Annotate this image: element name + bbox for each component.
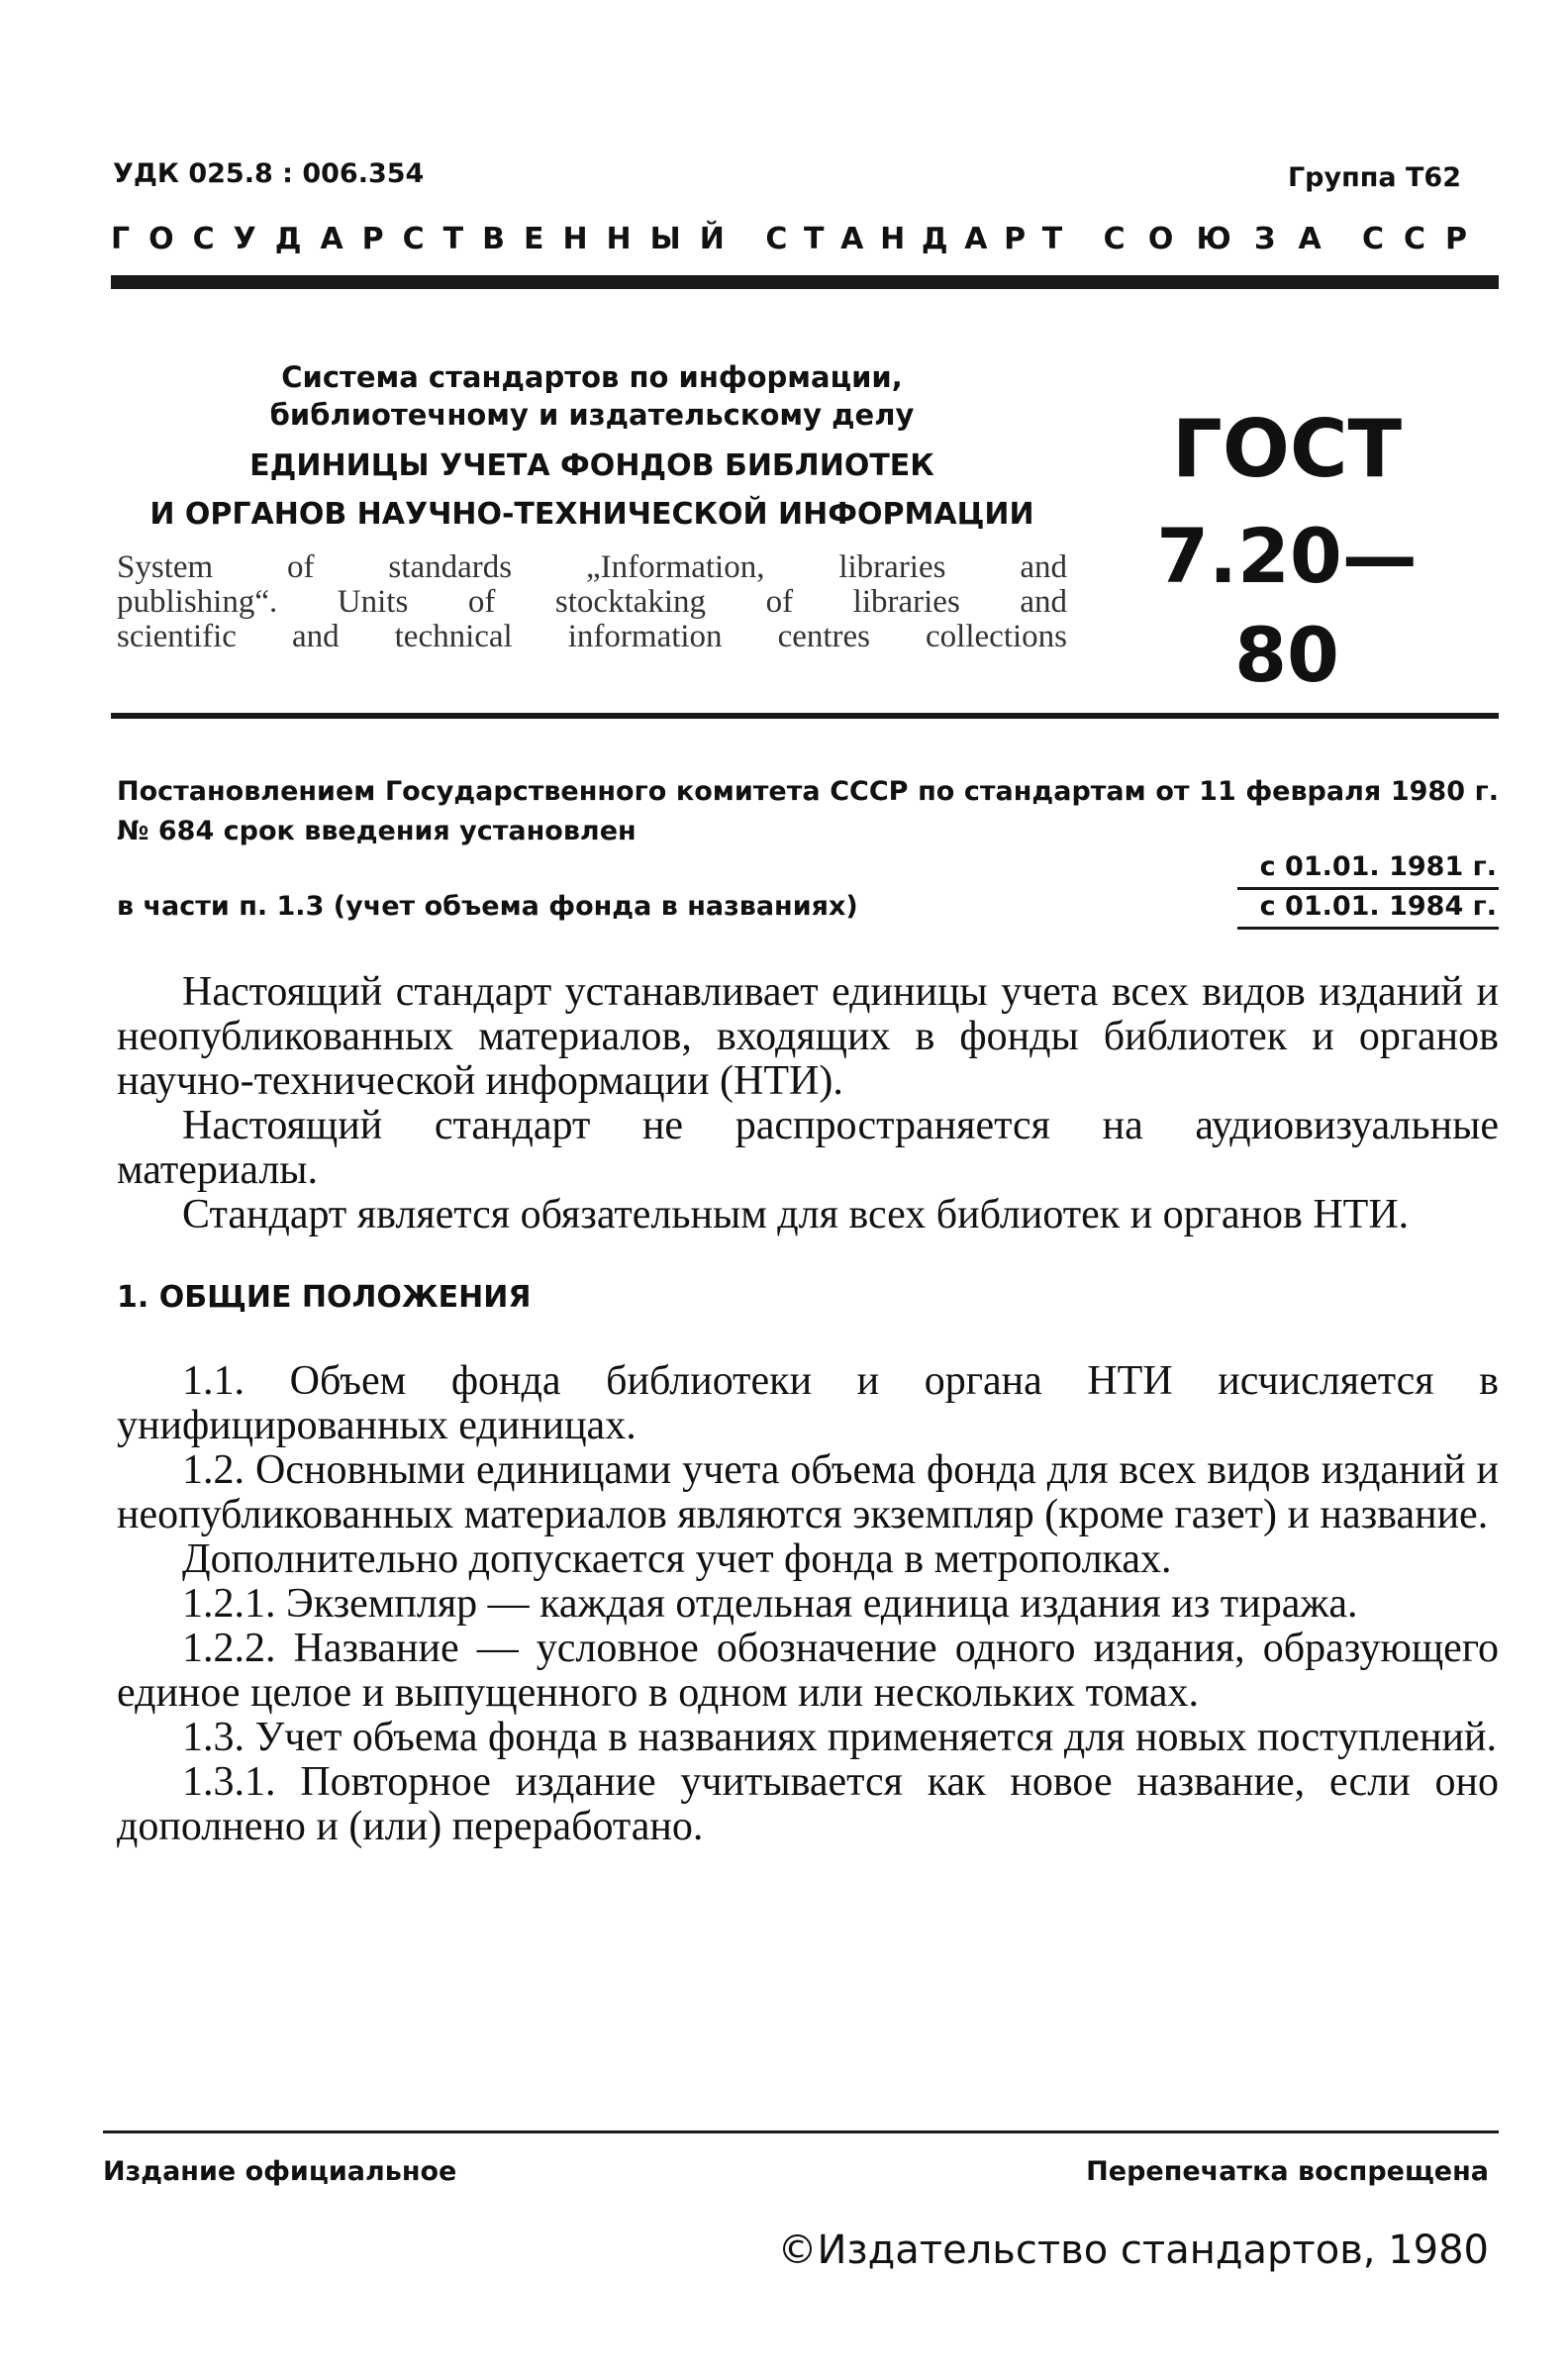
copyright: ©Издательство стандартов, 1980 <box>777 2227 1489 2273</box>
body-text <box>117 970 1499 1849</box>
clause-1-2: 1.2. Основными единицами учета объема фонда для всех видов изданий и неопубликованных материалов являются экземпляр (кроме газет) и название. <box>117 1447 1499 1537</box>
gost-number: 7.20—80 <box>1156 512 1418 699</box>
footer-rule <box>103 2130 1499 2133</box>
state-standard-heading <box>111 222 1467 256</box>
effective-date-2: с 01.01. 1984 г. <box>1259 891 1497 922</box>
clause-1-3: 1.3. Учет объема фонда в названиях применяется для новых поступлений. <box>182 1715 1497 1760</box>
state-word-1: Г О С У Д А Р С Т В Е Н Н Ы Й <box>111 222 725 256</box>
clause-1-2-extra: Дополнительно допускается учет фонда в метрополках. <box>182 1536 1172 1582</box>
state-word-3: С О Ю З А <box>1103 222 1322 256</box>
effective-date-1: с 01.01. 1981 г. <box>1259 851 1497 882</box>
english-line-3: scientific and technical information centres collections <box>117 619 1067 654</box>
date-1-underline <box>1237 887 1499 890</box>
clause-1-3-1: 1.3.1. Повторное издание учитывается как новое название, если оно дополнено и (или) переработано. <box>117 1759 1499 1849</box>
title-line-1: ЕДИНИЦЫ УЧЕТА ФОНДОВ БИБЛИОТЕК <box>249 448 934 483</box>
resolution-text: Постановлением Государственного комитета СССР по стандартам от 11 февраля 1980 г. № 684 срок введения установлен <box>117 776 1499 846</box>
udk-code: УДК 025.8 : 006.354 <box>113 158 425 189</box>
clause-1-1: 1.1. Объем фонда библиотеки и органа НТИ исчисляется в унифицированных единицах. <box>117 1358 1499 1448</box>
english-title <box>117 550 1067 654</box>
state-word-4: С С Р <box>1361 222 1467 256</box>
series-line-1: Система стандартов по информации, <box>281 360 903 394</box>
date-2-underline <box>1237 927 1499 930</box>
english-line-2: publishing“. Units of stocktaking of libraries and <box>117 584 1067 620</box>
paragraph-exclusion: Настоящий стандарт не распространяется на аудиовизуальные материалы. <box>117 1103 1499 1193</box>
section-title: 1. ОБЩИЕ ПОЛОЖЕНИЯ <box>117 1280 532 1315</box>
clause-1-2-2: 1.2.2. Название — условное обозначение одного издания, образующего единое целое и выпущенного в одном или нескольких томах. <box>117 1626 1499 1716</box>
gost-label: ГОСТ <box>1171 403 1403 495</box>
part-label: в части п. 1.3 (учет объема фонда в названиях) <box>117 891 858 922</box>
group-code: Группа Т62 <box>1287 162 1461 193</box>
state-word-2: С Т А Н Д А Р Т <box>765 222 1063 256</box>
header-rule <box>111 275 1499 289</box>
reprint-prohibited: Перепечатка воспрещена <box>1086 2156 1489 2187</box>
series-line-2: библиотечному и издательскому делу <box>269 398 915 432</box>
official-edition: Издание официальное <box>103 2156 457 2187</box>
english-line-1: System of standards „Information, libraries and <box>117 549 1067 585</box>
title-block <box>117 358 1067 654</box>
clause-1-2-1: 1.2.1. Экземпляр — каждая отдельная единица издания из тиража. <box>182 1581 1358 1627</box>
title-line-2: И ОРГАНОВ НАУЧНО-ТЕХНИЧЕСКОЙ ИНФОРМАЦИИ <box>149 497 1034 532</box>
paragraph-scope: Настоящий стандарт устанавливает единицы учета всех видов изданий и неопубликованных материалов, входящих в фонды библиотек и органов научно-технической информации (НТИ). <box>117 969 1499 1104</box>
title-rule <box>111 713 1499 719</box>
paragraph-mandatory: Стандарт является обязательным для всех библиотек и органов НТИ. <box>182 1192 1410 1237</box>
